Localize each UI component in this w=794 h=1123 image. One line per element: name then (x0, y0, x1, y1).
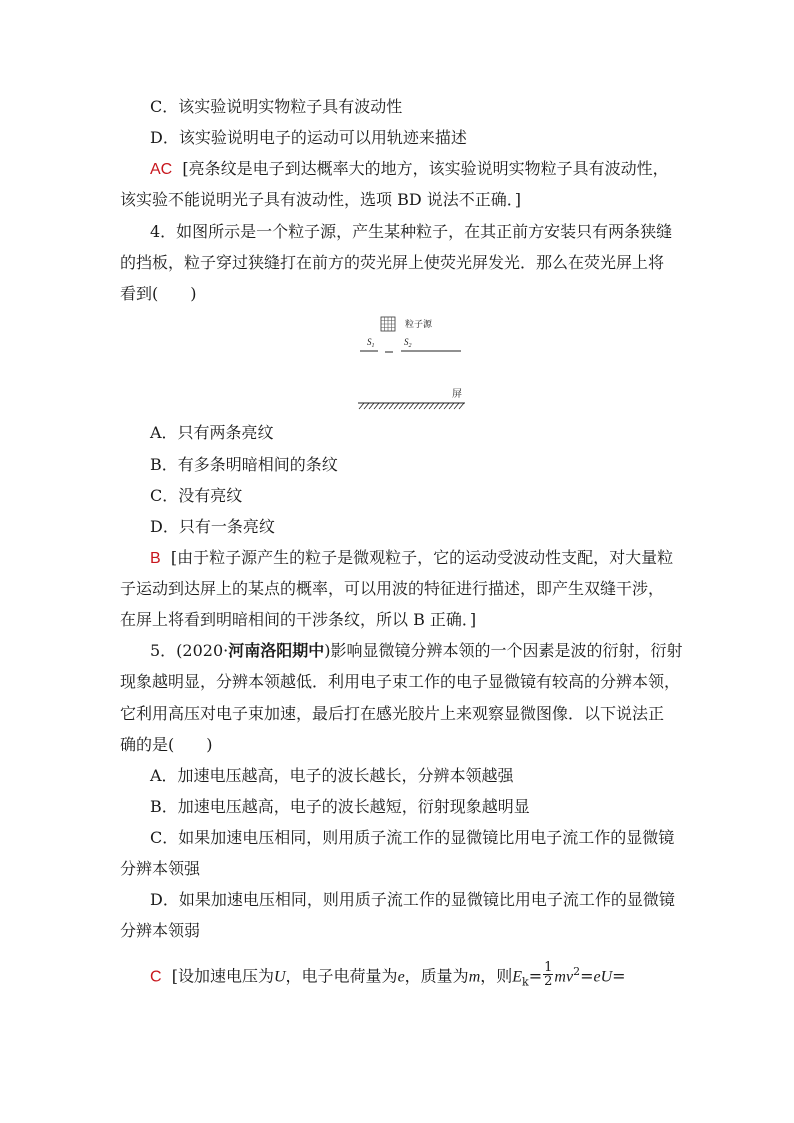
q5-var-e: e (397, 968, 405, 986)
q5-sq: 2 (573, 965, 581, 978)
q3-answer: AC (150, 161, 173, 178)
q5-eq: = (528, 966, 543, 986)
q5-option-b: B．加速电压越高，电子的波长越短，衍射现象越明显 (150, 797, 530, 816)
q5-option-a: A．加速电压越高，电子的波长越长，分辨本领越强 (150, 766, 514, 785)
q5-explain-pre: [设加速电压为 (171, 966, 274, 986)
q5-answer: C (150, 968, 162, 986)
q5-sep-2: ，质量为 (404, 966, 469, 986)
q5-eu: eU (593, 968, 613, 986)
fluorescent-screen (358, 403, 465, 409)
q5-stem-rest: )影响显微镜分辨本领的一个因素是波的衍射，衍射 (324, 641, 683, 660)
q5-stem-1 (150, 641, 683, 663)
slit-barrier (360, 351, 461, 352)
q5-var-m: m (468, 968, 481, 986)
q3-answer-line-1 (150, 159, 669, 181)
q5-stem-prefix: 5．(2020· (150, 641, 229, 660)
double-slit-diagram (355, 313, 470, 413)
q5-option-c-1: C．如果加速电压相同，则用质子流工作的显微镜比用电子流工作的显微镜 (150, 828, 675, 847)
q4-stem-3: 看到( ) (120, 284, 197, 303)
q4-option-c: C．没有亮纹 (150, 486, 243, 505)
q5-var-u: U (273, 968, 286, 986)
q5-stem-2: 现象越明显，分辨本领越低．利用电子束工作的电子显微镜有较高的分辨本领， (120, 672, 681, 691)
q4-answer-line-1 (150, 548, 673, 570)
q5-fraction (543, 961, 553, 988)
q4-stem-1: 4．如图所示是一个粒子源，产生某种粒子，在其正前方安装只有两条狭缝 (150, 222, 673, 241)
q5-sep-1: ，电子电荷量为 (285, 966, 398, 986)
q3-explanation-1: [亮条纹是电子到达概率大的地方，该实验说明实物粒子具有波动性， (182, 159, 669, 178)
q5-mv: mv (554, 968, 574, 986)
q5-answer-line (150, 962, 626, 992)
q4-option-d: D．只有一条亮纹 (150, 517, 275, 536)
slit-1-label: $S_1$ (367, 337, 375, 349)
q4-explanation-1: [由于粒子源产生的粒子是微观粒子，它的运动受波动性支配，对大量粒 (170, 548, 674, 567)
q5-ek: E (512, 968, 523, 986)
q3-option-d: D．该实验说明电子的运动可以用轨迹来描述 (150, 128, 467, 147)
particle-source-icon (381, 317, 395, 331)
q4-option-b: B．有多条明暗相间的条纹 (150, 455, 338, 474)
q5-frac-num: 1 (544, 960, 553, 976)
q5-sep-3: ，则 (480, 966, 513, 986)
q3-option-c: C．该实验说明实物粒子具有波动性 (150, 97, 403, 116)
q3-explanation-2: 该实验不能说明光子具有波动性，选项 BD 说法不正确．] (120, 190, 522, 209)
q5-ek-sub: k (522, 975, 529, 989)
slit-2-label: $S_2$ (404, 337, 412, 349)
q5-eq-3: = (612, 966, 626, 986)
q5-option-d-1: D．如果加速电压相同，则用质子流工作的显微镜比用电子流工作的显微镜 (150, 890, 675, 909)
q5-source: 河南洛阳期中 (228, 641, 325, 660)
particle-source-label: 粒子源 (405, 320, 433, 330)
q4-answer: B (150, 550, 161, 567)
q5-option-d-2: 分辨本领弱 (120, 921, 201, 940)
screen-label: 屏 (452, 389, 462, 400)
q5-frac-den: 2 (544, 974, 553, 990)
q5-stem-4: 确的是( ) (120, 735, 213, 754)
q4-stem-2: 的挡板，粒子穿过狭缝打在前方的荧光屏上使荧光屏发光．那么在荧光屏上将 (120, 253, 665, 272)
q4-option-a: A．只有两条亮纹 (150, 423, 274, 442)
q4-explanation-3: 在屏上将看到明暗相间的干涉条纹，所以 B 正确．] (120, 610, 477, 629)
double-slit-figure (355, 313, 470, 413)
q5-eq-2: = (580, 966, 594, 986)
q5-stem-3: 它利用高压对电子束加速，最后打在感光胶片上来观察显微图像．以下说法正 (120, 704, 665, 723)
q5-option-c-2: 分辨本领强 (120, 859, 201, 878)
q4-explanation-2: 子运动到达屏上的某点的概率，可以用波的特征进行描述，即产生双缝干涉， (120, 579, 665, 598)
